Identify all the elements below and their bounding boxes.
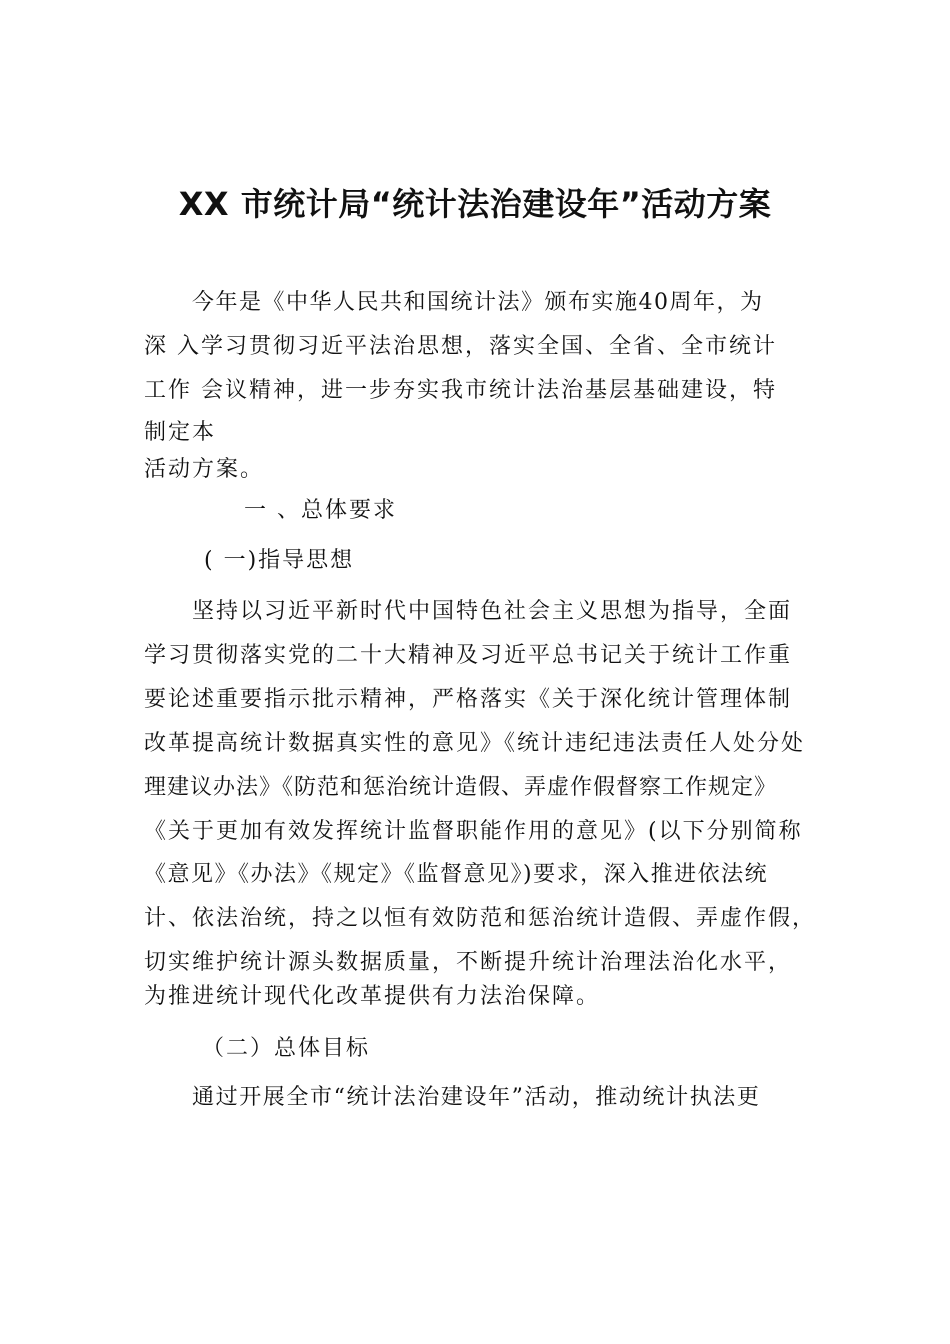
guiding-thought-line-6: 《关于更加有效发挥统计监督职能作用的意见》(以下分别简称 — [144, 819, 803, 844]
intro-line-4: 制定本 — [144, 420, 217, 445]
overall-goal-line-1: 通过开展全市“统计法治建设年”活动，推动统计执法更 — [192, 1085, 761, 1110]
guiding-thought-line-9: 切实维护统计源头数据质量，不断提升统计治理法治化水平， — [144, 950, 793, 975]
guiding-thought-line-8: 计、依法治统，持之以恒有效防范和惩治统计造假、弄虚作假， — [144, 906, 817, 931]
intro-line-2: 深 入学习贯彻习近平法治思想，落实全国、全省、全市统计 — [144, 334, 777, 359]
subsection-heading-2: （二）总体目标 — [202, 1036, 371, 1061]
intro-line-3: 工作 会议精神，进一步夯实我市统计法治基层基础建设，特 — [144, 378, 777, 403]
intro-line-1: 今年是《中华人民共和国统计法》颁布实施40周年，为 — [192, 290, 764, 315]
guiding-thought-line-5: 理建议办法》《防范和惩治统计造假、弄虚作假督察工作规定》 — [144, 775, 778, 800]
intro-line-5: 活动方案。 — [144, 457, 265, 482]
guiding-thought-line-7: 《意见》《办法》《规定》《监督意见》)要求，深入推进依法统 — [144, 862, 769, 887]
guiding-thought-line-1: 坚持以习近平新时代中国特色社会主义思想为指导，全面 — [192, 599, 793, 624]
section-heading-1: 一 、总体要求 — [244, 498, 397, 523]
guiding-thought-line-2: 学习贯彻落实党的二十大精神及习近平总书记关于统计工作重 — [144, 643, 793, 668]
document-title: XX 市统计局“统计法治建设年”活动方案 — [178, 185, 772, 223]
guiding-thought-line-10: 为推进统计现代化改革提供有力法治保障。 — [144, 984, 601, 1009]
guiding-thought-line-4: 改革提高统计数据真实性的意见》《统计违纪违法责任人处分处 — [144, 731, 806, 756]
subsection-heading-1: ( 一)指导思想 — [204, 548, 355, 573]
guiding-thought-line-3: 要论述重要指示批示精神，严格落实《关于深化统计管理体制 — [144, 687, 793, 712]
